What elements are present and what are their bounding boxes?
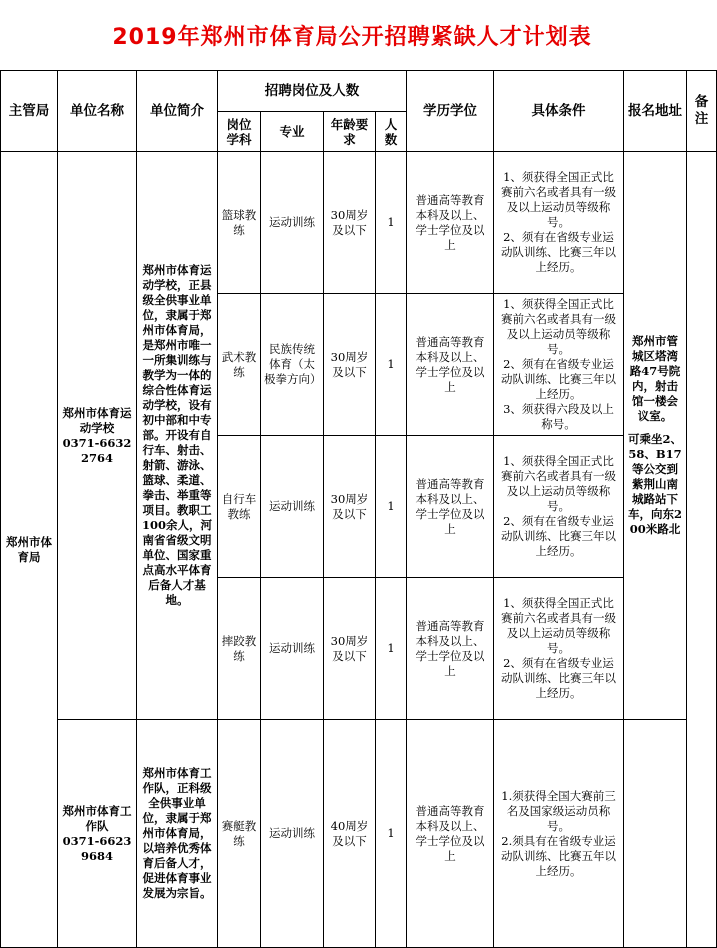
- position-cell: 赛艇教练: [218, 720, 261, 948]
- transit-line: 可乘坐2、58、B17等公交到紫荆山南城路站下车，向东200米路北: [627, 432, 682, 536]
- header-position: 岗位学科: [218, 112, 261, 152]
- education-cell: 普通高等教育本科及以上、学士学位及以上: [407, 436, 494, 578]
- count-cell: 1: [376, 720, 407, 948]
- age-cell: 30周岁及以下: [324, 294, 376, 436]
- condition-item: 1.须获得全国大赛前三名及国家级运动员称号。: [501, 788, 616, 833]
- major-cell: 运动训练: [261, 436, 324, 578]
- condition-item: 1、须获得全国正式比赛前六名或者具有一级及以上运动员等级称号。: [501, 454, 616, 513]
- conditions-cell: [494, 152, 624, 294]
- unit-phone: 0371-66322764: [62, 435, 132, 465]
- education-cell: 普通高等教育本科及以上、学士学位及以上: [407, 294, 494, 436]
- education-cell: 普通高等教育本科及以上、学士学位及以上: [407, 720, 494, 948]
- header-unit-intro: 单位简介: [137, 71, 218, 152]
- unit-name: 郑州市体育运动学校: [62, 405, 132, 435]
- table-row: [1, 720, 717, 948]
- header-age: 年龄要求: [324, 112, 376, 152]
- remark-cell: [687, 152, 717, 948]
- position-cell: 摔跤教练: [218, 578, 261, 720]
- unit-name: 郑州市体育工作队: [62, 803, 132, 833]
- header-remark: 备注: [687, 71, 717, 152]
- header-education: 学历学位: [407, 71, 494, 152]
- unit-name-cell: [58, 152, 137, 720]
- condition-item: 2、须有在省级专业运动队训练、比赛三年以上经历。: [501, 357, 616, 401]
- age-cell: 30周岁及以下: [324, 578, 376, 720]
- header-major: 专业: [261, 112, 324, 152]
- unit-phone: 0371-66239684: [62, 833, 132, 863]
- major-cell: 运动训练: [261, 578, 324, 720]
- count-cell: 1: [376, 152, 407, 294]
- major-cell: 运动训练: [261, 720, 324, 948]
- education-cell: 普通高等教育本科及以上、学士学位及以上: [407, 578, 494, 720]
- table-row: [1, 152, 717, 294]
- header-conditions: 具体条件: [494, 71, 624, 152]
- condition-item: 1、须获得全国正式比赛前六名或者具有一级及以上运动员等级称号。: [501, 596, 616, 655]
- conditions-cell: [494, 578, 624, 720]
- age-cell: 30周岁及以下: [324, 152, 376, 294]
- condition-item: 2、须有在省级专业运动队训练、比赛三年以上经历。: [501, 656, 616, 700]
- unit-intro: 郑州市体育工作队，正科级全供事业单位，隶属于郑州市体育局，以培养优秀体育后备人才，促进体育事业发展为宗旨。: [137, 720, 218, 948]
- condition-item: 2、须有在省级专业运动队训练、比赛三年以上经历。: [501, 230, 616, 274]
- position-cell: 篮球教练: [218, 152, 261, 294]
- header-supervisor: 主管局: [1, 71, 58, 152]
- recruitment-table: [0, 70, 717, 948]
- position-cell: 武术教练: [218, 294, 261, 436]
- age-cell: 40周岁及以下: [324, 720, 376, 948]
- header-address: 报名地址: [624, 71, 687, 152]
- count-cell: 1: [376, 294, 407, 436]
- supervisor-cell: 郑州市体育局: [1, 152, 58, 948]
- major-cell: 运动训练: [261, 152, 324, 294]
- page-title: 2019年郑州市体育局公开招聘紧缺人才计划表: [112, 24, 592, 50]
- major-cell: 民族传统体育（太极拳方向）: [261, 294, 324, 436]
- conditions-cell: [494, 720, 624, 948]
- address-cell-empty: [624, 720, 687, 948]
- header-unit-name: 单位名称: [58, 71, 137, 152]
- condition-item: 1、须获得全国正式比赛前六名或者具有一级及以上运动员等级称号。: [501, 170, 616, 229]
- unit-name-cell: [58, 720, 137, 948]
- conditions-cell: [494, 294, 624, 436]
- education-cell: 普通高等教育本科及以上、学士学位及以上: [407, 152, 494, 294]
- count-cell: 1: [376, 436, 407, 578]
- position-cell: 自行车教练: [218, 436, 261, 578]
- age-cell: 30周岁及以下: [324, 436, 376, 578]
- unit-intro: 郑州市体育运动学校，正县级全供事业单位，隶属于郑州市体育局，是郑州市唯一一所集训练与教学为一体的综合性体育运动学校，设有初中部和中专部。开设有自行车、射击、射箭、游泳、篮球、柔道、拳击、举重等项目。教职工100余人，河南省省级文明单位、国家重点高水平体育后备人才基地。: [137, 152, 218, 720]
- address-cell: [624, 152, 687, 720]
- condition-item: 2、须有在省级专业运动队训练、比赛三年以上经历。: [501, 514, 616, 558]
- header-positions-group: 招聘岗位及人数: [218, 71, 407, 112]
- count-cell: 1: [376, 578, 407, 720]
- condition-item: 1、须获得全国正式比赛前六名或者具有一级及以上运动员等级称号。: [501, 297, 616, 356]
- conditions-cell: [494, 436, 624, 578]
- address-line: 郑州市管城区塔湾路47号院内，射击馆一楼会议室。: [629, 334, 681, 423]
- condition-item: 2.须具有在省级专业运动队训练、比赛五年以上经历。: [501, 833, 616, 878]
- condition-item: 3、须获得六段及以上称号。: [503, 402, 614, 431]
- header-count: 人数: [376, 112, 407, 152]
